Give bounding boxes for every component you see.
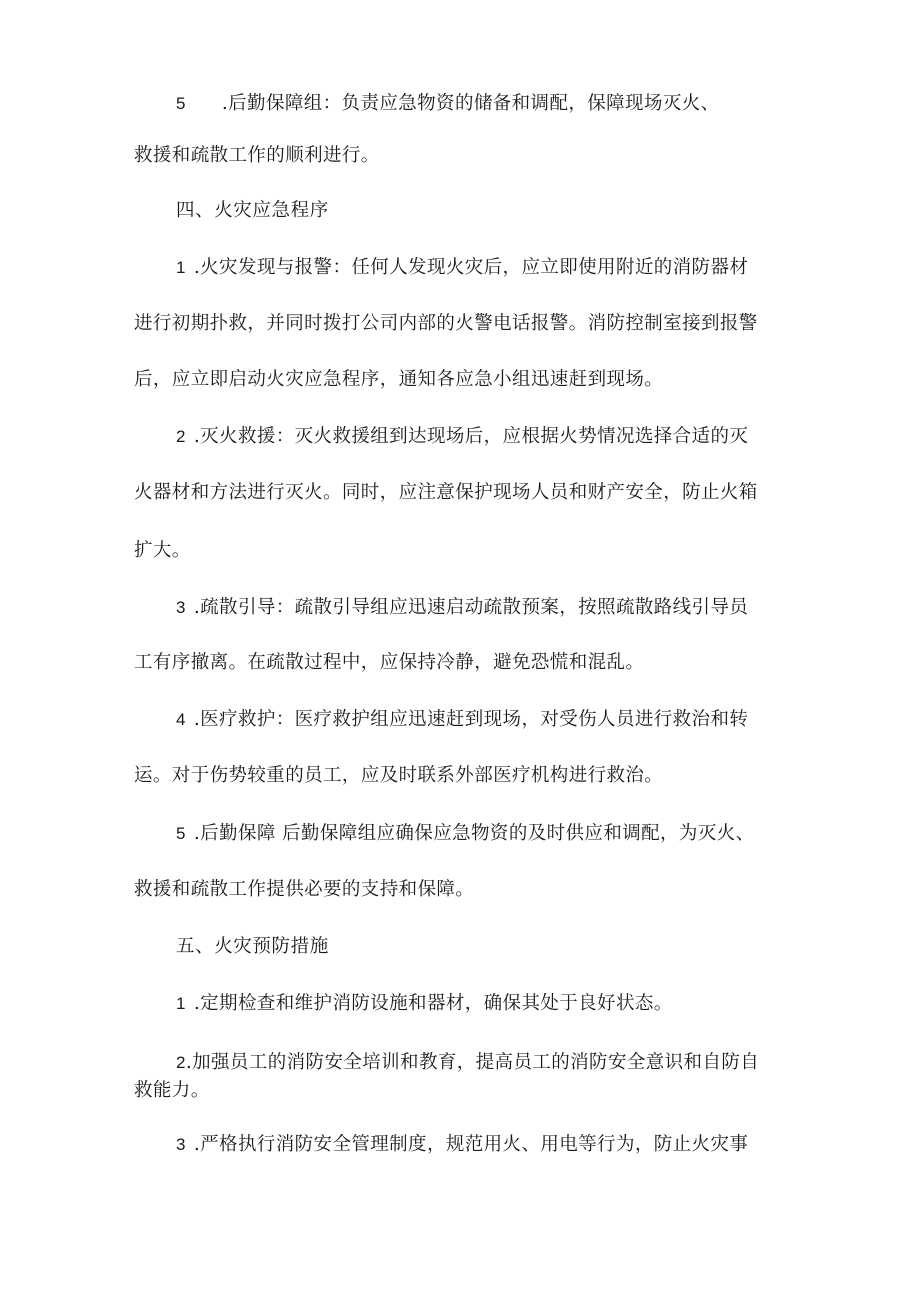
line-text: .医疗救护：医疗救护组应迅速赶到现场，对受伤人员进行救治和转 [193, 709, 749, 730]
text-line [134, 878, 794, 902]
line-text: .疏散引导：疏散引导组应迅速启动疏散预案，按照疏散路线引导员 [193, 597, 749, 618]
line-text: 火器材和方法进行灭火。同时，应注意保护现场人员和财产安全，防止火箱 [134, 482, 758, 503]
item-number: 4 [176, 710, 186, 729]
line-text: 救援和疏散工作提供必要的支持和保障。 [134, 879, 475, 900]
line-text: 进行初期扑救，并同时拨打公司内部的火警电话报警。消防控制室接到报警 [134, 313, 758, 334]
item-number: 3 [176, 1135, 186, 1154]
text-line [176, 822, 836, 846]
text-line [176, 596, 836, 620]
text-line [176, 992, 836, 1016]
line-text: 工有序撤离。在疏散过程中，应保持冷静，避免恐慌和混乱。 [134, 652, 645, 673]
line-text: .后勤保障组：负责应急物资的储备和调配，保障现场灭火、 [221, 93, 720, 114]
line-text: .加强员工的消防安全培训和教育，提高员工的消防安全意识和自防自 [185, 1052, 760, 1073]
line-text: 后，应立即启动火灾应急程序，通知各应急小组迅速赶到现场。 [134, 369, 664, 390]
text-line [134, 764, 794, 788]
item-number: 2 [176, 427, 186, 446]
text-line [134, 539, 794, 563]
text-line [176, 92, 836, 116]
text-line [134, 368, 794, 392]
text-line [134, 481, 794, 505]
item-number: 5 [176, 94, 186, 113]
text-line [176, 425, 836, 449]
line-text: 运。对于伤势较重的员工，应及时联系外部医疗机构进行救治。 [134, 765, 664, 786]
line-text: 救援和疏散工作的顺利进行。 [134, 145, 380, 166]
text-line [176, 708, 836, 732]
item-number: 5 [176, 824, 186, 843]
line-text: 扩大。 [134, 540, 191, 561]
text-line [176, 1133, 836, 1157]
text-line [134, 1079, 794, 1103]
text-line [176, 256, 836, 280]
text-line [134, 651, 794, 675]
line-text: .后勤保障 后勤保障组应确保应急物资的及时供应和调配，为灭火、 [193, 823, 755, 844]
line-text: .火灾发现与报警：任何人发现火灾后，应立即使用附近的消防器材 [193, 257, 749, 278]
item-number: 2 [176, 1053, 186, 1072]
item-number: 1 [176, 258, 186, 277]
item-number: 1 [176, 994, 186, 1013]
line-text: 救能力。 [134, 1080, 210, 1101]
text-line [134, 312, 794, 336]
section-heading: 五、火灾预防措施 [176, 936, 329, 957]
text-line [134, 144, 794, 168]
line-text: .严格执行消防安全管理制度，规范用火、用电等行为，防止火灾事 [193, 1134, 749, 1155]
text-line [176, 1051, 836, 1075]
line-text: .灭火救援：灭火救援组到达现场后，应根据火势情况选择合适的灭 [193, 426, 749, 447]
line-text: .定期检查和维护消防设施和器材，确保其处于良好状态。 [193, 993, 673, 1014]
item-number: 3 [176, 598, 186, 617]
section-heading: 四、火灾应急程序 [176, 200, 329, 221]
